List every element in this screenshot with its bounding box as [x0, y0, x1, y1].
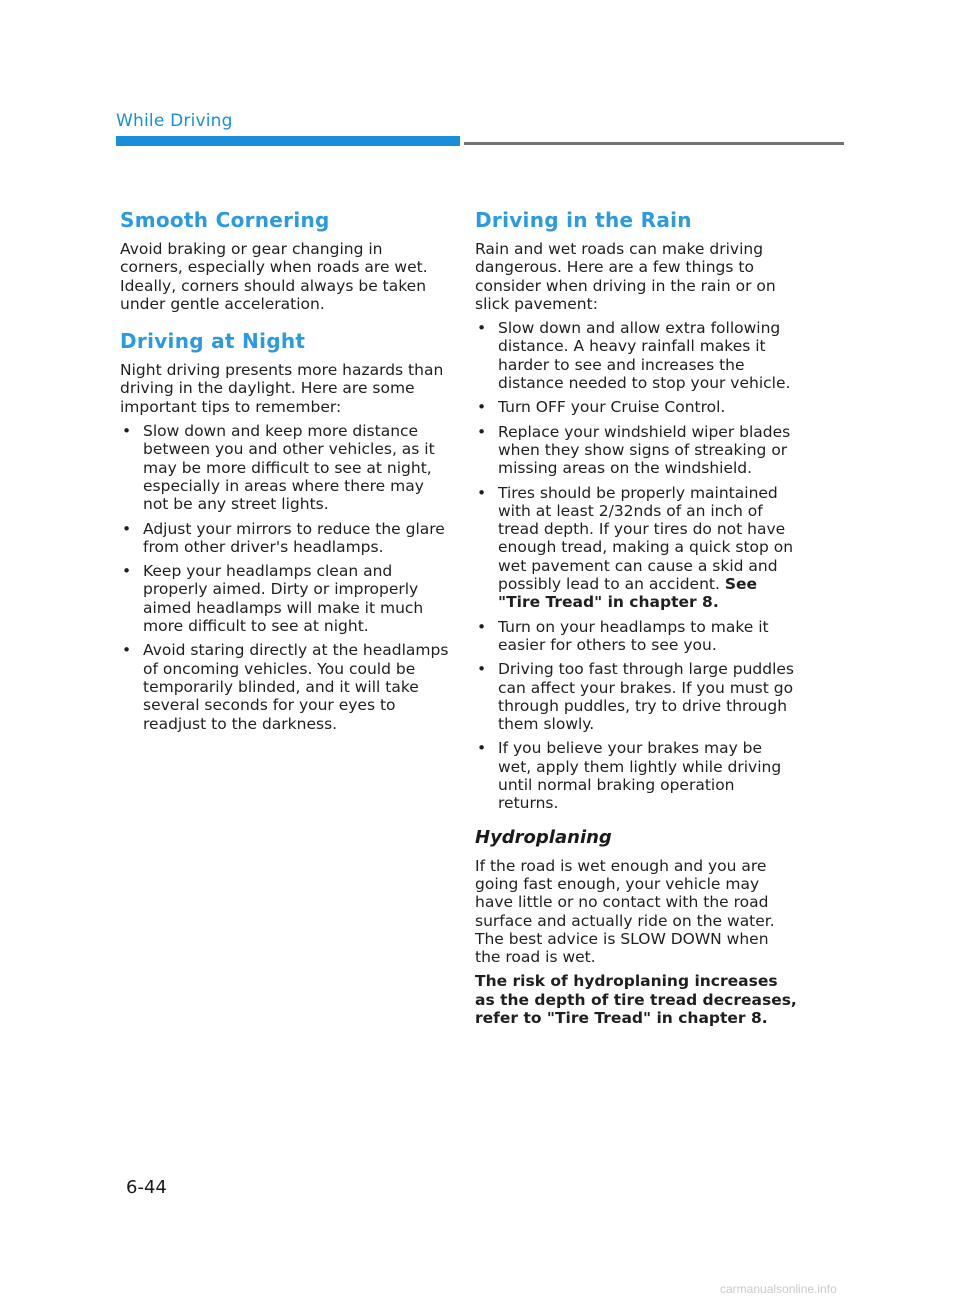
bullet-icon: •: [477, 422, 487, 441]
header-rule-accent: [116, 136, 460, 146]
smooth-cornering-text: Avoid braking or gear changing in corners, especially when roads are wet. Ideally, corners should always be taken under gentle acceleration.: [120, 240, 428, 313]
bullet-icon: •: [122, 422, 132, 441]
smooth-cornering-heading: Smooth Cornering: [120, 208, 330, 232]
driving-at-night-heading: Driving at Night: [120, 329, 306, 354]
header-rule: [464, 142, 844, 145]
list-item: • Slow down and allow extra following distance. A heavy rainfall makes it harder to see and increases the distance needed to stop your vehicle.: [477, 319, 791, 393]
night-tips-list: [120, 422, 450, 733]
bullet-icon: •: [122, 562, 132, 581]
bullet-icon: •: [477, 483, 487, 502]
list-item: • Turn OFF your Cruise Control.: [477, 398, 726, 417]
list-item: • If you believe your brakes may be wet, apply them lightly while driving until normal braking operation returns.: [477, 739, 782, 813]
right-column: [475, 206, 797, 1033]
driving-in-rain-intro: Rain and wet roads can make driving dangerous. Here are a few things to consider when driving in the rain or on slick pavement:: [475, 240, 776, 313]
hydroplaning-warning: The risk of hydroplaning increases as the depth of tire tread decreases, refer to "Tire Tread" in chapter 8.: [475, 972, 797, 1027]
bullet-icon: •: [477, 617, 487, 636]
list-item: • Adjust your mirrors to reduce the glare from other driver's headlamps.: [122, 519, 445, 556]
page-number: 6-44: [126, 1177, 167, 1198]
bullet-icon: •: [122, 519, 132, 538]
bullet-icon: •: [477, 660, 487, 679]
list-item: • Slow down and keep more distance between you and other vehicles, as it may be more difficult to see at night, especially in areas where there may not be any street lights.: [122, 422, 435, 514]
driving-in-rain-heading: Driving in the Rain: [475, 208, 692, 232]
driving-at-night-intro: Night driving presents more hazards than driving in the daylight. Here are some important tips to remember:: [120, 361, 444, 416]
hydroplaning-heading: Hydroplaning: [475, 826, 612, 848]
list-item: • Replace your windshield wiper blades when they show signs of streaking or missing areas on the windshield.: [477, 422, 791, 478]
section-header: While Driving: [116, 111, 233, 131]
watermark: carmanualsonline.info: [720, 1282, 837, 1296]
tire-tread-reference: See "Tire Tread" in chapter 8.: [498, 575, 758, 612]
list-item: • Driving too fast through large puddles can affect your brakes. If you must go through puddles, try to drive through them slowly.: [477, 660, 794, 734]
list-item: • Keep your headlamps clean and properly aimed. Dirty or improperly aimed headlamps will make it much more difficult to see at night.: [122, 562, 424, 636]
bullet-icon: •: [122, 641, 132, 660]
bullet-icon: •: [477, 398, 487, 417]
rain-tips-list: [475, 319, 797, 812]
bullet-icon: •: [477, 319, 487, 338]
left-column: [120, 206, 450, 739]
list-item: • Avoid staring directly at the headlamps of oncoming vehicles. You could be temporarily blinded, and it will take several seconds for your eyes to readjust to the darkness.: [122, 641, 449, 733]
bullet-icon: •: [477, 739, 487, 758]
list-item: • Turn on your headlamps to make it easier for others to see you.: [477, 617, 769, 654]
list-item: • Tires should be properly maintained with at least 2/32nds of an inch of tread depth. If your tires do not have enough tread, making a quick stop on wet pavement can cause a skid and possibly lead to an accident. See "Tire Tread" in chapter 8.: [477, 483, 794, 612]
hydroplaning-text: If the road is wet enough and you are going fast enough, your vehicle may have little or no contact with the road surface and actually ride on the water. The best advice is SLOW DOWN when the road is wet.: [475, 856, 775, 967]
